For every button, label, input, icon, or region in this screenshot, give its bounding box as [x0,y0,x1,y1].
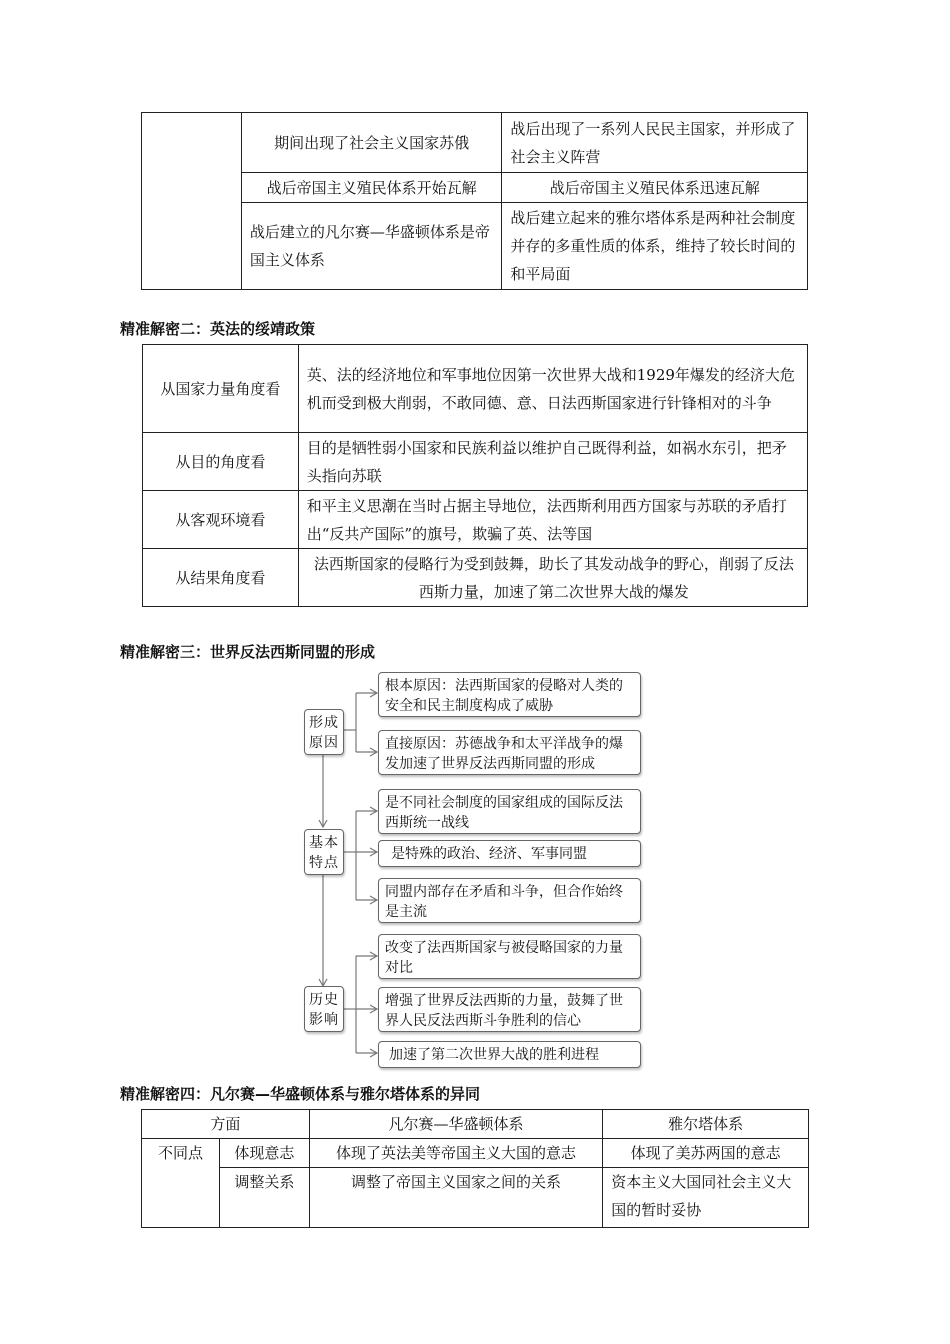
key-box-impact: 历史影响 [304,986,344,1032]
versailles-cell: 调整了帝国主义国家之间的关系 [309,1168,603,1228]
header-versailles: 凡尔赛—华盛顿体系 [309,1110,603,1139]
row-text: 目的是牺牲弱小国家和民族利益以维护自己既得利益，如祸水东引，把矛头指向苏联 [298,433,807,491]
systems-comparison-table [141,1109,809,1228]
diagram-item: 根本原因：法西斯国家的侵略对人类的安全和民主制度构成了威胁 [378,672,641,717]
diagram-item: 改变了法西斯国家与被侵略国家的力量对比 [378,934,641,979]
header-yalta: 雅尔塔体系 [603,1110,809,1139]
key-box-cause: 形成原因 [304,709,344,755]
table1-right-cell: 战后帝国主义殖民体系迅速瓦解 [502,173,808,203]
aspect-cell: 调整关系 [219,1168,309,1228]
diagram-item: 是特殊的政治、经济、军事同盟 [378,840,641,867]
diagram-item: 加速了第二次世界大战的胜利进程 [378,1041,641,1068]
row-label: 从结果角度看 [143,549,299,607]
header-aspect: 方面 [142,1110,310,1139]
key-box-features: 基本特点 [304,829,344,875]
row-label: 从目的角度看 [143,433,299,491]
diagram-item: 同盟内部存在矛盾和斗争，但合作始终是主流 [378,878,641,923]
diagram-item: 是不同社会制度的国家组成的国际反法西斯统一战线 [378,789,641,834]
row-label: 从客观环境看 [143,491,299,549]
row-text: 英、法的经济地位和军事地位因第一次世界大战和1929年爆发的经济大危机而受到极大削弱，不敢同德、意、日法西斯国家进行针锋相对的斗争 [298,345,807,433]
row-text: 法西斯国家的侵略行为受到鼓舞，助长了其发动战争的野心，削弱了反法西斯力量，加速了第二次世界大战的爆发 [298,549,807,607]
table1-left-cell: 期间出现了社会主义国家苏俄 [241,113,502,173]
diagram-item: 直接原因：苏德战争和太平洋战争的爆发加速了世界反法西斯同盟的形成 [378,730,641,775]
table1-left-cell: 战后帝国主义殖民体系开始瓦解 [241,173,502,203]
aspect-cell: 体现意志 [219,1139,309,1168]
table1-right-cell: 战后出现了一系列人民民主国家，并形成了社会主义阵营 [502,113,808,173]
row-label: 从国家力量角度看 [143,345,299,433]
section3-heading: 精准解密三：世界反法西斯同盟的形成 [120,643,376,661]
section4-heading: 精准解密四：凡尔赛—华盛顿体系与雅尔塔体系的异同 [120,1085,481,1103]
table1-right-cell: 战后建立起来的雅尔塔体系是两种社会制度并存的多重性质的体系，维持了较长时间的和平局面 [502,203,808,290]
yalta-cell: 体现了美苏两国的意志 [603,1139,809,1168]
table1-left-cell: 战后建立的凡尔赛—华盛顿体系是帝国主义体系 [241,203,502,290]
yalta-cell: 资本主义大国同社会主义大国的暂时妥协 [603,1168,809,1228]
row-text: 和平主义思潮在当时占据主导地位，法西斯利用西方国家与苏联的矛盾打出“反共产国际”的旗号，欺骗了英、法等国 [298,491,807,549]
diagram-item: 增强了世界反法西斯的力量，鼓舞了世界人民反法西斯斗争胜利的信心 [378,987,641,1032]
group-label: 不同点 [142,1139,220,1228]
versailles-cell: 体现了英法美等帝国主义大国的意志 [309,1139,603,1168]
section2-heading: 精准解密二：英法的绥靖政策 [120,320,316,338]
